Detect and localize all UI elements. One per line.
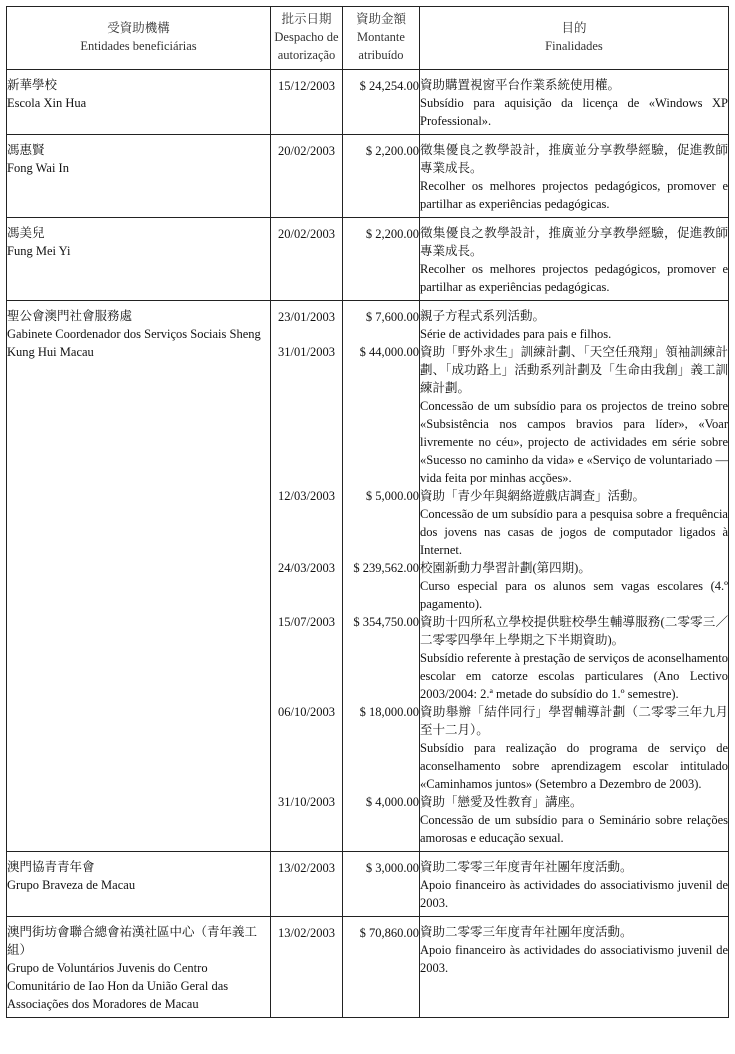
amount-cell	[343, 70, 420, 135]
entity-name-zh: 澳門協青青年會	[7, 860, 95, 874]
authorization-date: 24/03/2003	[278, 561, 335, 575]
date-cell	[271, 301, 343, 852]
amount-cell	[343, 917, 420, 1018]
entity-cell	[7, 852, 271, 917]
entity-cell	[7, 135, 271, 218]
authorization-date: 20/02/2003	[278, 143, 335, 158]
amount-value: $ 44,000.00	[359, 345, 419, 359]
entity-name-pt: Fong Wai In	[7, 161, 69, 175]
table-row	[7, 301, 729, 852]
header-amount-pt: Montante atribuído	[357, 30, 405, 62]
purpose-zh: 徵集優良之教學設計，推廣並分享教學經驗，促進教師專業成長。	[420, 226, 728, 258]
purpose-zh: 資助購置視窗平台作業系統使用權。	[420, 78, 621, 92]
entity-name-zh: 新華學校	[7, 78, 58, 92]
authorization-date: 31/10/2003	[278, 795, 335, 809]
amount-value: $ 2,200.00	[365, 143, 419, 158]
purpose-zh: 資助「野外求生」訓練計劃、「天空任飛翔」領袖訓練計劃、「成功路上」活動系列計劃及「生命由我創」義工訓練計劃。	[420, 345, 728, 395]
amount-value: $ 18,000.00	[359, 705, 419, 719]
amount-value: $ 4,000.00	[365, 795, 419, 809]
authorization-date: 23/01/2003	[278, 309, 335, 324]
purpose-pt: Concessão de um subsídio para os projectos de treino sobre «Subsistência nos campos bravios para líder», «Voar livremente no céu», projecto de actividades em série sobre «Sucesso no caminho da vida» e «Serviço de voluntariado — vida feita por minhas acções».	[420, 399, 728, 485]
amount-value: $ 5,000.00	[365, 489, 419, 503]
header-purpose	[420, 7, 729, 70]
purpose-entry	[420, 559, 728, 613]
amount-value: $ 70,860.00	[359, 925, 419, 940]
entity-cell	[7, 218, 271, 301]
purpose-zh: 資助十四所私立學校提供駐校學生輔導服務(二零零三／二零零四學年上學期之下半期資助)。	[420, 615, 728, 647]
purpose-entry	[420, 343, 728, 487]
amount-cell	[343, 852, 420, 917]
header-amount-zh: 資助金額	[355, 12, 406, 26]
purpose-cell	[420, 917, 729, 1018]
table-body	[7, 70, 729, 1018]
amount-value: $ 2,200.00	[365, 226, 419, 241]
authorization-date: 06/10/2003	[278, 705, 335, 719]
entity-name-zh: 澳門街坊會聯合總會祐漢社區中心（青年義工組）	[7, 925, 258, 957]
purpose-pt: Subsídio referente à prestação de serviços de aconselhamento escolar em catorze escolas particulares (Ano Lectivo 2003/2004: 2.ª metade do subsídio do 1.º semestre).	[420, 651, 728, 701]
purpose-pt: Curso especial para os alunos sem vagas escolares (4.º pagamento).	[420, 579, 728, 611]
table-row	[7, 917, 729, 1018]
table-header-row	[7, 7, 729, 70]
purpose-entry	[420, 858, 728, 912]
entity-cell	[7, 917, 271, 1018]
purpose-entry	[420, 307, 728, 343]
purpose-entry	[420, 76, 728, 130]
purpose-cell	[420, 135, 729, 218]
date-cell	[271, 135, 343, 218]
purpose-pt: Concessão de um subsídio para o Seminário sobre relações amorosas e educação sexual.	[420, 813, 728, 845]
purpose-zh: 親子方程式系列活動。	[420, 309, 546, 323]
purpose-entry	[420, 141, 728, 213]
purpose-zh: 資助「戀愛及性教育」講座。	[420, 795, 583, 809]
header-purpose-pt: Finalidades	[545, 39, 603, 53]
purpose-zh: 徵集優良之教學設計，推廣並分享教學經驗，促進教師專業成長。	[420, 143, 728, 175]
purpose-zh: 資助「青少年與網絡遊戲店調查」活動。	[420, 489, 646, 503]
header-amount	[343, 7, 420, 70]
header-purpose-zh: 目的	[561, 21, 587, 35]
purpose-entry	[420, 923, 728, 977]
header-entity-zh: 受資助機構	[107, 21, 170, 35]
entity-name-zh: 聖公會澳門社會服務處	[7, 309, 133, 323]
amount-value: $ 24,254.00	[359, 78, 419, 93]
entity-name-pt: Gabinete Coordenador dos Serviços Sociais Sheng Kung Hui Macau	[7, 327, 261, 359]
purpose-zh: 資助二零零三年度青年社團年度活動。	[420, 860, 633, 874]
purpose-entry	[420, 224, 728, 296]
purpose-pt: Apoio financeiro às actividades do associativismo juvenil de 2003.	[420, 943, 728, 975]
subsidy-table	[6, 6, 729, 1018]
header-date-zh: 批示日期	[281, 12, 332, 26]
purpose-cell	[420, 301, 729, 852]
purpose-pt: Série de actividades para pais e filhos.	[420, 327, 612, 341]
entity-name-pt: Fung Mei Yi	[7, 244, 71, 258]
entity-cell	[7, 301, 271, 852]
entity-name-pt: Grupo Braveza de Macau	[7, 878, 136, 892]
amount-value: $ 7,600.00	[365, 309, 419, 324]
header-entity	[7, 7, 271, 70]
authorization-date: 31/01/2003	[278, 345, 335, 359]
purpose-pt: Subsídio para realização do programa de serviço de aconselhamento sobre aprendizagem escolar intitulado «Caminhamos juntos» (Setembro a Dezembro de 2003).	[420, 741, 728, 791]
entity-name-zh: 馮惠賢	[7, 143, 45, 157]
authorization-date: 15/07/2003	[278, 615, 335, 629]
purpose-entry	[420, 703, 728, 793]
table-row	[7, 135, 729, 218]
header-entity-pt: Entidades beneficiárias	[80, 39, 197, 53]
authorization-date: 13/02/2003	[278, 925, 335, 940]
authorization-date: 20/02/2003	[278, 226, 335, 241]
authorization-date: 13/02/2003	[278, 860, 335, 875]
amount-value: $ 354,750.00	[353, 615, 419, 629]
purpose-entry	[420, 487, 728, 559]
date-cell	[271, 852, 343, 917]
entity-name-zh: 馮美兒	[7, 226, 45, 240]
table-row	[7, 70, 729, 135]
date-cell	[271, 70, 343, 135]
entity-name-pt: Grupo de Voluntários Juvenis do Centro Comunitário de Iao Hon da União Geral das Associações dos Moradores de Macau	[7, 961, 229, 1011]
purpose-cell	[420, 218, 729, 301]
purpose-zh: 校園新動力學習計劃(第四期)。	[420, 561, 591, 575]
table-row	[7, 852, 729, 917]
purpose-cell	[420, 70, 729, 135]
purpose-entry	[420, 613, 728, 703]
amount-cell	[343, 218, 420, 301]
purpose-entry	[420, 793, 728, 847]
date-cell	[271, 218, 343, 301]
table-row	[7, 218, 729, 301]
purpose-pt: Apoio financeiro às actividades do associativismo juvenil de 2003.	[420, 878, 728, 910]
purpose-pt: Recolher os melhores projectos pedagógicos, promover e partilhar as experiências pedagógicas.	[420, 262, 728, 294]
purpose-cell	[420, 852, 729, 917]
header-date	[271, 7, 343, 70]
amount-cell	[343, 301, 420, 852]
purpose-pt: Recolher os melhores projectos pedagógicos, promover e partilhar as experiências pedagógicas.	[420, 179, 728, 211]
authorization-date: 15/12/2003	[278, 78, 335, 93]
purpose-zh: 資助舉辦「結伴同行」學習輔導計劃（二零零三年九月至十二月）。	[420, 705, 728, 737]
amount-value: $ 3,000.00	[365, 860, 419, 875]
amount-cell	[343, 135, 420, 218]
purpose-pt: Concessão de um subsídio para a pesquisa sobre a frequência dos jovens nas casas de jogos de computador ligados à Internet.	[420, 507, 728, 557]
purpose-pt: Subsídio para aquisição da licença de «Windows XP Professional».	[420, 96, 728, 128]
purpose-zh: 資助二零零三年度青年社團年度活動。	[420, 925, 633, 939]
entity-name-pt: Escola Xin Hua	[7, 96, 87, 110]
authorization-date: 12/03/2003	[278, 489, 335, 503]
date-cell	[271, 917, 343, 1018]
amount-value: $ 239,562.00	[353, 561, 419, 575]
entity-cell	[7, 70, 271, 135]
header-date-pt: Despacho de autorização	[274, 30, 339, 62]
